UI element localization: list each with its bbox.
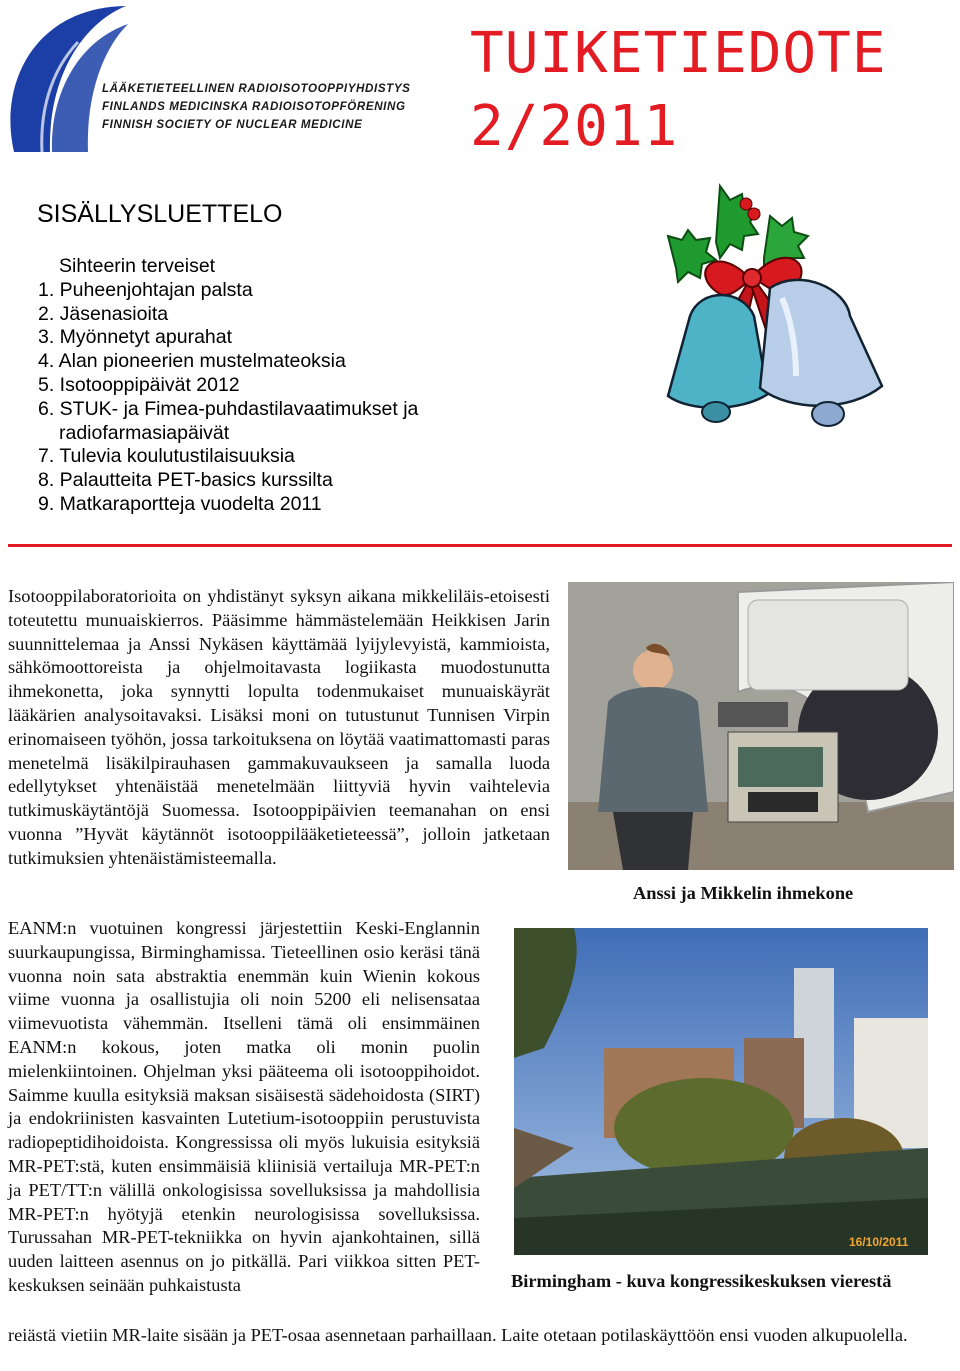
photo-caption: Anssi ja Mikkelin ihmekone [633, 883, 854, 903]
society-logo [6, 2, 411, 152]
toc-item: 4. Alan pioneerien mustelmateoksia [38, 350, 346, 373]
toc-item: 1. Puheenjohtajan palsta [38, 278, 253, 301]
photo-birmingham-canal [514, 928, 928, 1255]
toc-item: 9. Matkaraportteja vuodelta 2011 [38, 492, 322, 515]
toc-item: 3. Myönnetyt apurahat [38, 326, 233, 349]
christmas-bell-icon [650, 176, 890, 441]
article-paragraph-continuation: reiästä vietiin MR-laite sisään ja PET-osaa asennetaan parhaillaan. Laite otetaan potilaskäyttöön ensi vuoden alkupuolella. [8, 1325, 908, 1345]
photo-caption: Birmingham - kuva kongressikeskuksen vierestä [511, 1271, 892, 1291]
toc-list [38, 255, 418, 517]
toc-item: Sihteerin terveiset [59, 255, 216, 277]
section-divider [8, 544, 952, 547]
toc-item: 2. Jäsenasioita [38, 302, 169, 325]
photo-date-stamp: 16/10/2011 [849, 1235, 909, 1249]
photo-anssi-machine [568, 582, 954, 870]
toc-item: 8. Palautteita PET-basics kurssilta [38, 469, 333, 492]
org-name-sv: FINLANDS MEDICINSKA RADIOISOTOPFÖRENING [102, 100, 406, 113]
org-name-fi: LÄÄKETIETEELLINEN RADIOISOTOOPPIYHDISTYS [102, 82, 411, 95]
article-paragraph-kidney-round: Isotooppilaboratorioita on yhdistänyt syksyn aikana mikkeliläis-etoisesti toteutettu munuaiskierros. Pääsimme hämmästelemään Heikkisen Jarin suunnittelemaa ja Anssi Nykäsen käyttämää lyijylevyistä, kammioista, sähkömoottoreista ja ohjelmoitavasta logiikasta muodostunutta ihmekonetta, joka synnytti lopulta todenmukaiset munuaiskäyrät lääkärien analysoitavaksi. Lisäksi moni on tutustunut Tunnisen Virpin erinomaiseen työhön, jossa tarkoituksena on löytää vaatimattomasti paras menetelmä lisäkilpirauhasen gammakuvaukseen ja samalla luoda edellytykset yhtenäistää menetelmään liittyviä hyvin vaihtelevia tutkimuskäytäntöjä Suomessa. Isotooppipäivien teemanahan on ensi vuonna ”Hyvät käytännöt isotooppilääketieteessä”, jolloin jatketaan tutkimuksien yhtenäistämisteemalla. [8, 586, 550, 868]
newsletter-title: TUIKETIEDOTE [470, 21, 887, 86]
issue-number: 2/2011 [470, 94, 679, 159]
toc-title: SISÄLLYSLUETTELO [37, 200, 283, 228]
article-paragraph-eanm-congress: EANM:n vuotuinen kongressi järjestettiin Keski-Englannin suurkaupungissa, Birminghamissa. Tieteellinen osio keräsi tänä vuonna noin sata abstraktia enemmän kuin Wienin kokous viime vuonna ja osallistujia oli noin 5200 eli nelisensataa viimevuotista vähemmän. Itselleni tämä oli ensimmäinen EANM:n kokous, joten matka oli monin puolin mielenkiintoinen. Ohjelman yksi pääteema oli isotooppihoidot. Saimme kuulla esityksiä maksan sisäisestä sädehoidosta (SIRT) ja endokriinisten kasvainten Lutetium-isotooppiin perustuvista radiopeptidihoidoista. Kongressissa oli myös lukuisia esityksiä MR-PET:stä, kuten ensimmäisiä kliinisiä vertailuja MR-PET:n ja PET/TT:n välillä onkologisissa sovelluksissa ja mahdollisia MR-PET:n hyötyjä etenkin neurologisissa sovelluksissa. Turussahan MR-PET-tekniikka on hyvin ajankohtainen, sillä uuden laitteen asennus on jo pitkällä. Pari viikkoa sitten PET-keskuksen seinään puhkaistusta [8, 918, 480, 1295]
org-name-en: FINNISH SOCIETY OF NUCLEAR MEDICINE [102, 118, 363, 131]
toc-item: 7. Tulevia koulutustilaisuuksia [38, 445, 295, 468]
toc-item: 6. STUK- ja Fimea-puhdastilavaatimukset ja [38, 397, 419, 420]
toc-item: 5. Isotooppipäivät 2012 [38, 373, 240, 396]
toc-item: radiofarmasiapäivät [59, 421, 230, 444]
